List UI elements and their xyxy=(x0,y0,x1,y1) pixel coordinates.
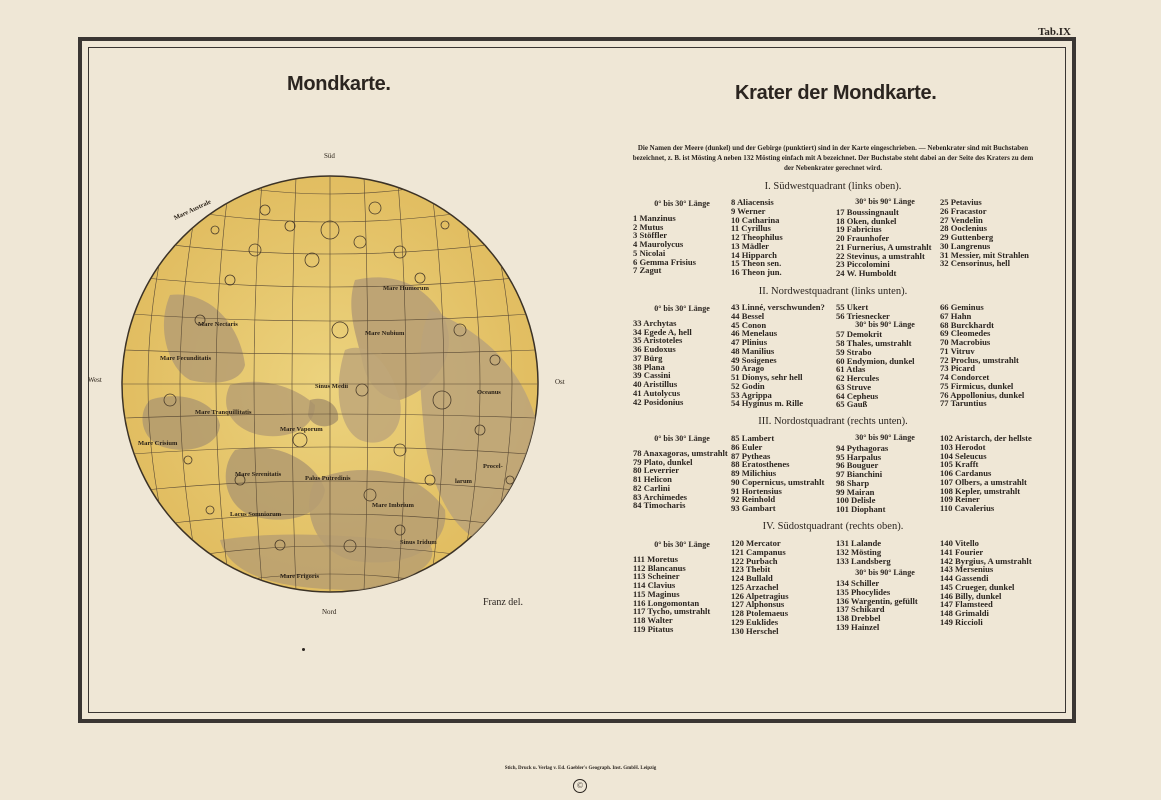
label-mare-crisium: Mare Crisium xyxy=(138,440,178,447)
label-sinus-medii: Sinus Medii xyxy=(315,383,349,390)
q2-col1: 0° bis 30° Länge 33 Archytas 34 Egede A, hell 35 Aristoteles 36 Eudoxus 37 Bürg 38 Plana 39 Cassini 40 Aristillus 41 Autolycus 42 Posidonius xyxy=(633,304,710,407)
label-mare-serenitatis: Mare Serenitatis xyxy=(235,471,282,478)
q4-col1: 0° bis 30° Länge 111 Moretus 112 Blancanus 113 Scheiner 114 Clavius 115 Maginus 116 Longomontan 117 Tycho, umstrahlt 118 Walter 119 Pitatus xyxy=(633,540,711,634)
intro-text: Die Namen der Meere (dunkel) und der Gebirge (punktiert) sind in der Karte eingeschrieben. — Nebenkrater sind mit Buchstaben bezeichnet, z. B. ist Mösting A neben 132 Mösting einfach mit A bezeichnet. Der Buchstabe steht dabei an der Seite des Kraters zu dem der Nebenkrater gerechnet wird. xyxy=(632,144,1034,172)
label-mare-nectaris: Mare Nectaris xyxy=(198,321,238,328)
label-lacus-somniorum: Lacus Somniorum xyxy=(230,511,282,518)
map-title: Mondkarte. xyxy=(287,73,391,95)
direction-north: Nord xyxy=(322,608,337,616)
q4-col3: 131 Lalande 132 Mösting 133 Landsberg 30° bis 90° Länge 134 Schiller 135 Phocylides 136 Wargentin, gefüllt 137 Schikard 138 Drebbel 139 Hainzel xyxy=(836,538,918,632)
quadrant-1-title: I. Südwestquadrant (links oben). xyxy=(764,181,902,192)
plate-number: Tab.IX xyxy=(1038,26,1071,38)
direction-east: Ost xyxy=(555,378,565,386)
q1-col2: 8 Aliacensis 9 Werner 10 Catharina 11 Cyrillus 12 Theophilus 13 Mädler 14 Hipparch 15 Theon sen. 16 Theon jun. xyxy=(731,197,783,277)
q3-col3: 30° bis 90° Länge 94 Pythagoras 95 Harpalus 96 Bouguer 97 Bianchini 98 Sharp 99 Mairan 100 Delisle 101 Diophant xyxy=(836,433,915,514)
moon-map xyxy=(88,150,570,620)
label-mare-nubium: Mare Nubium xyxy=(365,330,405,337)
label-procellarum-1: Procel- xyxy=(483,463,503,470)
q2-col4: 66 Geminus 67 Hahn 68 Burckhardt 69 Cleomedes 70 Macrobius 71 Vitruv 72 Proclus, umstrahlt 73 Picard 74 Condorcet 75 Firmicus, dunkel 76 Appollonius, dunkel 77 Taruntius xyxy=(940,302,1025,409)
map-credit: Franz del. xyxy=(483,597,523,608)
center-dot xyxy=(302,648,305,651)
label-mare-australe: Mare Australe xyxy=(172,198,213,222)
label-palus-putredinis: Palus Putredinis xyxy=(305,475,351,482)
label-mare-frigoris: Mare Frigoris xyxy=(280,573,320,580)
quadrant-3-title: III. Nordostquadrant (rechts unten). xyxy=(758,416,908,427)
q1-col3: 30° bis 90° Länge 17 Boussingnault 18 Oken, dunkel 19 Fabricius 20 Fraunhofer 21 Furnerius, A umstrahlt 22 Stevinus, a umstrahlt 23 Piccolomini 24 W. Humboldt xyxy=(836,197,932,278)
label-sinus-iridum: Sinus Iridum xyxy=(400,539,437,546)
crater-list-title: Krater der Mondkarte. xyxy=(735,82,937,104)
label-procellarum-2: larum xyxy=(455,478,472,485)
q4-col4: 140 Vitello 141 Fourier 142 Byrgius, A umstrahlt 143 Mersenius 144 Gassendi 145 Crueger, dunkel 146 Billy, dunkel 147 Flamsteed 148 Grimaldi 149 Riccioli xyxy=(940,538,1032,627)
direction-south: Süd xyxy=(324,152,335,160)
q3-col2: 85 Lambert 86 Euler 87 Pytheas 88 Eratosthenes 89 Milichius 90 Copernicus, umstrahlt 91 Hortensius 92 Reinhold 93 Gambart xyxy=(731,433,825,513)
quadrant-2-title: II. Nordwestquadrant (links unten). xyxy=(758,286,908,297)
q1-col1: 0° bis 30° Länge 1 Manzinus 2 Mutus 3 Stöffler 4 Maurolycus 5 Nicolai 6 Gemma Frisius 7 Zagut xyxy=(633,199,710,276)
q2-col2: 43 Linné, verschwunden? 44 Bessel 45 Conon 46 Menelaus 47 Plinius 48 Manilius 49 Sosigenes 50 Arago 51 Dionys, sehr hell 52 Godin 53 Agrippa 54 Hyginus m. Rille xyxy=(731,302,825,409)
q3-col1: 0° bis 30° Länge 78 Anaxagoras, umstrahlt 79 Plato, dunkel 80 Leverrier 81 Helicon 82 Carlini 83 Archimedes 84 Timocharis xyxy=(633,434,728,511)
q3-col4: 102 Aristarch, der hellste 103 Herodot 104 Seleucus 105 Krafft 106 Cardanus 107 Olbers, a umstrahlt 108 Kepler, umstrahlt 109 Reiner 110 Cavalerius xyxy=(940,433,1032,513)
copyright-icon: © xyxy=(573,779,587,793)
label-oceanus: Oceanus xyxy=(477,389,501,396)
direction-west: West xyxy=(88,376,102,384)
q1-col4: 25 Petavius 26 Fracastor 27 Vendelin 28 Ooclenius 29 Guttenberg 30 Langrenus 31 Messier, mit Strahlen 32 Censorinus, hell xyxy=(940,197,1029,269)
label-mare-vaporum: Mare Vaporum xyxy=(280,426,323,433)
quadrant-4-title: IV. Südostquadrant (rechts oben). xyxy=(762,521,904,532)
label-mare-fecunditatis: Mare Fecunditatis xyxy=(160,355,211,362)
label-mare-tranquillitatis: Mare Tranquillitatis xyxy=(195,409,252,416)
q4-col2: 120 Mercator 121 Campanus 122 Purbach 123 Thebit 124 Bullald 125 Arzachel 126 Alpetragius 127 Alphonsus 128 Ptolemaeus 129 Euklides 130 Herschel xyxy=(731,538,789,636)
label-mare-humorum: Mare Humorum xyxy=(383,285,429,292)
q2-col3: 55 Ukert 56 Triesnecker 30° bis 90° Länge 57 Demokrit 58 Thales, umstrahlt 59 Strabo 60 Endymion, dunkel 61 Atlas 62 Hercules 63 Struve 64 Cepheus 65 Gauß xyxy=(836,302,915,410)
imprint: Stich, Druck u. Verlag v. Ed. Gaebler's Geograph. Inst. GmbH. Leipzig xyxy=(504,766,657,771)
label-mare-imbrium: Mare Imbrium xyxy=(372,502,414,509)
